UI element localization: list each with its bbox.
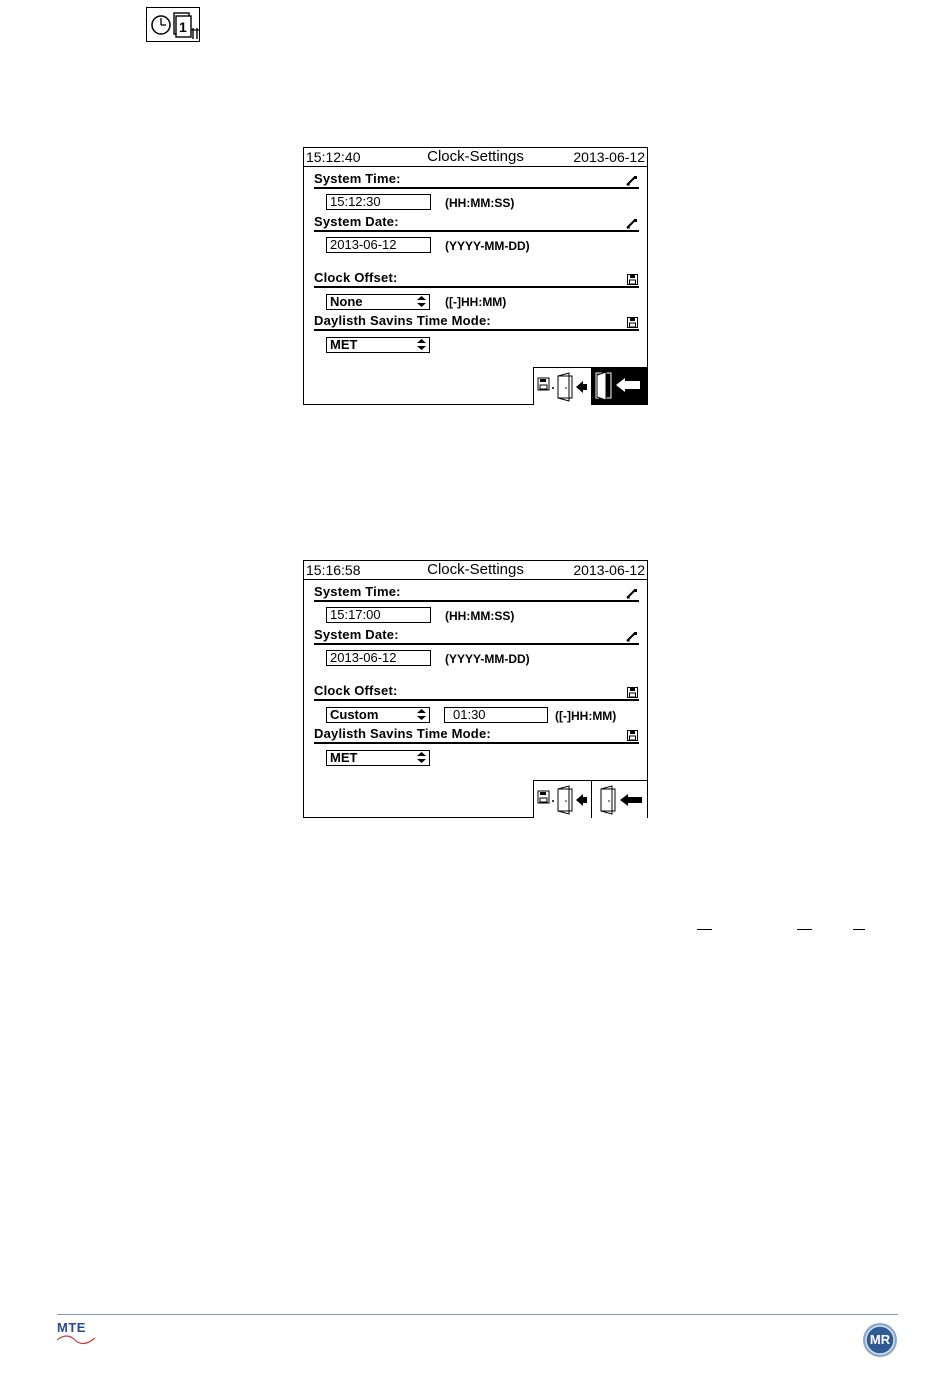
title-bar	[304, 561, 647, 580]
save-and-exit-button[interactable]	[533, 367, 591, 405]
clock-offset-format-hint: ([-]HH:MM)	[555, 709, 617, 723]
exit-button[interactable]	[591, 367, 648, 405]
system-time-section	[314, 583, 639, 602]
save-icon	[627, 315, 638, 332]
clock-offset-select[interactable]	[326, 294, 430, 310]
dst-mode-label: Daylisth Savins Time Mode:	[314, 313, 491, 328]
screen-title: Clock-Settings	[427, 148, 524, 165]
clock-offset-custom-input[interactable]: 01:30	[444, 707, 548, 723]
dst-mode-label: Daylisth Savins Time Mode:	[314, 726, 491, 741]
select-arrows-icon	[417, 339, 426, 353]
system-date-input[interactable]: 2013-06-12	[326, 650, 431, 666]
system-date-format-hint: (YYYY-MM-DD)	[445, 652, 530, 666]
clock-settings-screen-2	[303, 560, 648, 818]
system-date-label: System Date:	[314, 627, 399, 642]
system-time-section	[314, 170, 639, 189]
select-arrows-icon	[417, 752, 426, 766]
clock-offset-selected: None	[330, 294, 363, 309]
dst-mode-section	[314, 312, 639, 331]
save-and-exit-icon	[534, 781, 591, 818]
pencil-icon	[626, 586, 638, 603]
clock-offset-label: Clock Offset:	[314, 683, 398, 698]
system-date-input[interactable]: 2013-06-12	[326, 237, 431, 253]
select-arrows-icon	[417, 296, 426, 310]
underline-mark	[697, 929, 712, 930]
save-icon	[627, 728, 638, 745]
system-time-format-hint: (HH:MM:SS)	[445, 609, 515, 623]
system-date-section	[314, 213, 639, 232]
system-time-label: System Time:	[314, 171, 401, 186]
pencil-icon	[626, 216, 638, 233]
save-icon	[627, 685, 638, 702]
screen-title: Clock-Settings	[427, 561, 524, 578]
mte-logo-text: MTE	[57, 1320, 86, 1335]
clock-offset-label: Clock Offset:	[314, 270, 398, 285]
exit-door-icon	[592, 781, 648, 818]
status-date: 2013-06-12	[573, 562, 645, 578]
dst-mode-selected: MET	[330, 750, 358, 765]
footer-divider	[57, 1314, 898, 1315]
dst-mode-select[interactable]	[326, 337, 430, 353]
clock-settings-menu-icon	[146, 7, 200, 42]
system-date-format-hint: (YYYY-MM-DD)	[445, 239, 530, 253]
status-time: 15:12:40	[306, 149, 361, 165]
system-time-input[interactable]: 15:17:00	[326, 607, 431, 623]
save-icon	[627, 272, 638, 289]
dst-mode-section	[314, 725, 639, 744]
mte-logo	[57, 1320, 97, 1348]
exit-button[interactable]	[591, 780, 647, 818]
status-date: 2013-06-12	[573, 149, 645, 165]
system-time-label: System Time:	[314, 584, 401, 599]
clock-offset-format-hint: ([-]HH:MM)	[445, 295, 507, 309]
pencil-icon	[626, 629, 638, 646]
pencil-icon	[626, 173, 638, 190]
save-and-exit-icon	[534, 368, 591, 405]
exit-door-icon	[594, 370, 645, 402]
select-arrows-icon	[417, 709, 426, 723]
dst-mode-select[interactable]	[326, 750, 430, 766]
mr-logo	[862, 1322, 898, 1358]
status-time: 15:16:58	[306, 562, 361, 578]
clock-offset-selected: Custom	[330, 707, 379, 722]
mr-logo-text: MR	[869, 1332, 891, 1347]
clock-offset-section	[314, 269, 639, 288]
system-time-input[interactable]: 15:12:30	[326, 194, 431, 210]
system-date-section	[314, 626, 639, 645]
system-time-format-hint: (HH:MM:SS)	[445, 196, 515, 210]
underline-mark	[853, 929, 865, 930]
svg-text:1: 1	[179, 19, 187, 35]
save-and-exit-button[interactable]	[533, 780, 591, 818]
dst-mode-selected: MET	[330, 337, 358, 352]
clock-settings-screen-1	[303, 147, 648, 405]
clock-offset-select[interactable]	[326, 707, 430, 723]
underline-mark	[797, 929, 812, 930]
title-bar	[304, 148, 647, 167]
clock-offset-section	[314, 682, 639, 701]
system-date-label: System Date:	[314, 214, 399, 229]
